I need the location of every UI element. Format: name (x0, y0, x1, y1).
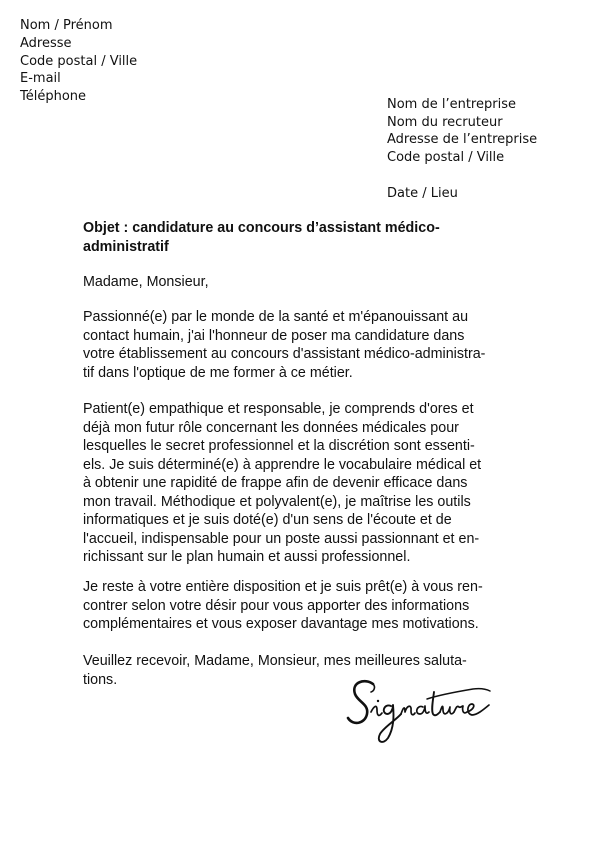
sender-name: Nom / Prénom (20, 18, 113, 33)
paragraph-motivation (83, 308, 513, 382)
recipient-address: Adresse de l’entreprise (387, 132, 538, 148)
greeting (83, 273, 513, 292)
paragraph-line: Passionné(e) par le monde de la santé et m'épanouissant au (83, 309, 469, 325)
paragraph-line: els. Je suis déterminé(e) à apprendre le vocabulaire médical et (83, 456, 482, 473)
subject-line-2: administratif (83, 238, 169, 255)
sender-phone: Téléphone (20, 89, 87, 105)
paragraph-line: mon travail. Méthodique et polyvalent(e), je maîtrise les outils (83, 493, 471, 510)
closing-line: tions. (83, 671, 118, 688)
signature-image (343, 672, 495, 756)
recipient-company: Nom de l’entreprise (387, 97, 516, 112)
paragraph-line: contact humain, j'ai l'honneur de poser ma candidature dans (83, 327, 465, 344)
sender-postal-city: Code postal / Ville (20, 53, 138, 69)
sender-email: E-mail (20, 71, 61, 87)
sender-block (20, 17, 137, 106)
paragraph-availability (83, 578, 513, 634)
paragraph-line: Patient(e) empathique et responsable, je comprends d'ores et (83, 401, 474, 417)
date-place-text: Date / Lieu (387, 186, 458, 201)
sender-address: Adresse (20, 35, 72, 51)
date-place (387, 185, 458, 203)
recipient-block (387, 96, 537, 166)
greeting-text: Madame, Monsieur, (83, 274, 209, 290)
paragraph-line: contrer selon votre désir pour vous apporter des informations (83, 597, 470, 614)
paragraph-line: tif dans l'optique de me former à ce métier. (83, 364, 353, 381)
recipient-recruiter: Nom du recruteur (387, 114, 503, 130)
paragraph-line: l'accueil, indispensable pour un poste aussi passionnant et en- (83, 530, 480, 547)
closing-line: Veuillez recevoir, Madame, Monsieur, mes meilleures saluta- (83, 653, 467, 669)
subject-line (83, 219, 513, 256)
paragraph-qualities (83, 400, 513, 567)
paragraph-line: complémentaires et vous exposer davantage mes motivations. (83, 616, 479, 632)
paragraph-line: Je reste à votre entière disposition et je suis prêt(e) à vous ren- (83, 579, 483, 595)
paragraph-line: informatiques et je suis doté(e) d'un sens de l'écoute et de (83, 512, 452, 528)
paragraph-line: votre établissement au concours d'assistant médico-administra- (83, 346, 486, 362)
paragraph-line: lesquelles le secret professionnel et la discrétion sont essenti- (83, 438, 475, 454)
paragraph-line: richissant sur le plan humain et aussi professionnel. (83, 549, 411, 565)
paragraph-line: à obtenir une rapidité de frappe afin de devenir efficace dans (83, 475, 468, 491)
recipient-postal-city: Code postal / Ville (387, 149, 505, 165)
paragraph-line: déjà mon futur rôle concernant les données médicales pour (83, 419, 459, 436)
subject-line-1: Objet : candidature au concours d’assistant médico- (83, 220, 440, 236)
